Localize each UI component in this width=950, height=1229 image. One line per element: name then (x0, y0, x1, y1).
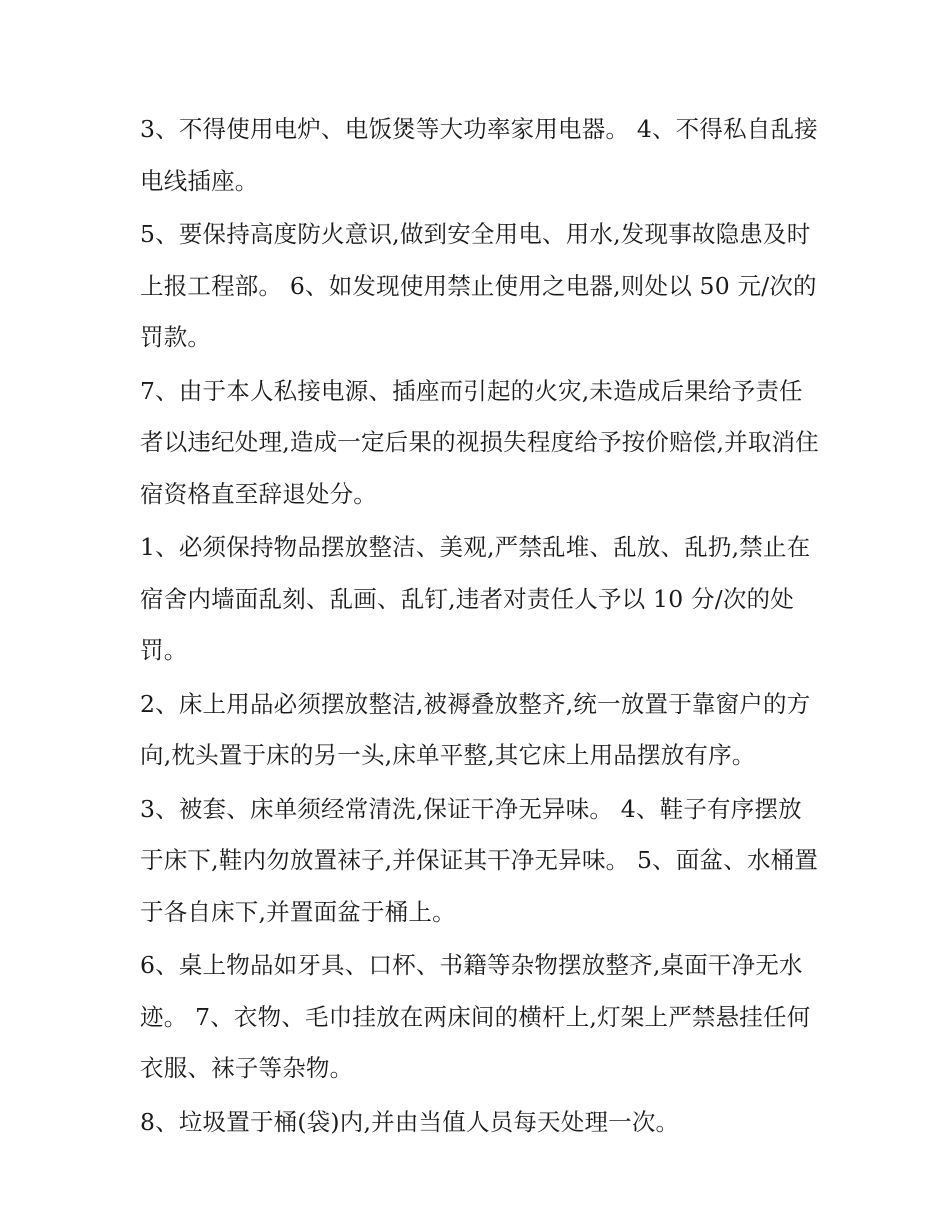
paragraph-tidiness: 1、必须保持物品摆放整洁、美观,严禁乱堆、乱放、乱扔,禁止在宿舍内墙面乱刻、乱画、乱钉,违者对责任人予以 10 分/次的处罚。 (140, 533, 811, 664)
paragraph-electrical-appliances: 3、不得使用电炉、电饭煲等大功率家用电器。 4、不得私自乱接电线插座。 (140, 115, 818, 195)
paragraph-garbage: 8、垃圾置于桶(袋)内,并由当值人员每天处理一次。 (140, 1107, 680, 1136)
paragraph-laundry-shoes-basins: 3、被套、床单须经常清洗,保证干净无异味。 4、鞋子有序摆放于床下,鞋内勿放置袜子,并保证其干净无异味。 5、面盆、水桶置于各自床下,并置面盆于桶上。 (140, 794, 819, 926)
paragraph-fire-safety: 5、要保持高度防火意识,做到安全用电、用水,发现事故隐患及时上报工程部。 6、如发现使用禁止使用之电器,则处以 50 元/次的罚款。 (140, 220, 817, 351)
paragraph-desk-clothes: 6、桌上物品如牙具、口杯、书籍等杂物摆放整齐,桌面干净无水迹。 7、衣物、毛巾挂放在两床间的横杆上,灯架上严禁悬挂任何衣服、袜子等杂物。 (140, 951, 811, 1082)
paragraph-bedding: 2、床上用品必须摆放整洁,被褥叠放整齐,统一放置于靠窗户的方向,枕头置于床的另一头,床单平整,其它床上用品摆放有序。 (140, 689, 811, 769)
paragraph-fire-liability: 7、由于本人私接电源、插座而引起的火灾,未造成后果给予责任者以违纪处理,造成一定后果的视损失程度给予按价赔偿,并取消住宿资格直至辞退处分。 (140, 376, 819, 508)
document-body (140, 104, 820, 1150)
